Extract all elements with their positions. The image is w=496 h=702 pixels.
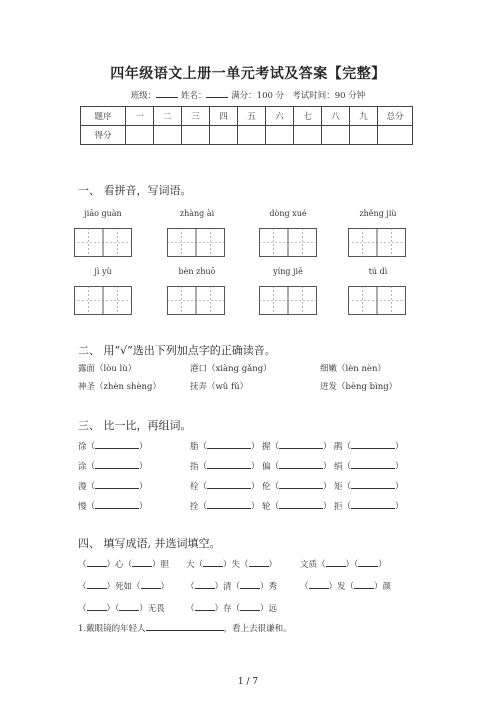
table-cell: 九 <box>350 107 378 126</box>
score-cell[interactable] <box>182 126 210 145</box>
idiom-blank[interactable] <box>132 558 152 567</box>
idiom-text: （ <box>186 582 195 592</box>
word-blank[interactable]: （ ） <box>270 502 332 512</box>
idiom-row <box>78 580 169 592</box>
idiom-blank[interactable] <box>141 580 161 589</box>
compare-item <box>190 500 260 512</box>
table-cell: 三 <box>182 107 210 126</box>
idiom-row <box>300 580 391 592</box>
idiom-row <box>78 558 169 570</box>
idiom-text: ）死如（ <box>106 582 141 592</box>
compare-item <box>190 440 260 452</box>
tianzige-grid-icon <box>167 286 225 315</box>
idiom-text: ）胆 <box>152 560 170 570</box>
idiom-text: （ <box>300 582 309 592</box>
table-cell: 题序 <box>81 107 126 126</box>
pinyin-label: bèn zhuō <box>178 267 216 276</box>
score-table-header <box>81 107 413 126</box>
score-cell[interactable] <box>322 126 350 145</box>
idiom-text: 文质（ <box>300 560 326 570</box>
pinyin-label: dòng xué <box>269 209 307 218</box>
reading-item <box>78 362 136 374</box>
score-cell[interactable] <box>126 126 154 145</box>
idiom-blank[interactable] <box>354 580 374 589</box>
idiom-text: ）无畏 <box>139 604 165 614</box>
character: 拴 <box>190 502 199 512</box>
pinyin-label: jì yù <box>94 267 112 276</box>
writing-grid[interactable] <box>74 286 132 319</box>
word-blank[interactable]: （ ） <box>270 462 332 472</box>
word-blank[interactable]: （ ） <box>342 442 404 452</box>
compare-item <box>262 460 332 472</box>
fill-question <box>78 622 292 634</box>
writing-grid[interactable] <box>348 286 406 319</box>
table-cell: 一 <box>126 107 154 126</box>
score-cell[interactable] <box>294 126 322 145</box>
word: 神圣 <box>78 382 96 392</box>
character: 慢 <box>78 502 87 512</box>
word-blank[interactable]: （ ） <box>342 462 404 472</box>
word-blank[interactable]: （ ） <box>198 482 260 492</box>
writing-grid[interactable] <box>259 228 317 261</box>
writing-grid[interactable] <box>167 228 225 261</box>
score-cell[interactable] <box>350 126 378 145</box>
reading-options[interactable]: （lòu lù） <box>95 364 137 374</box>
idiom-text: ）失（ <box>223 560 249 570</box>
section-2-title: 二、 用“√”选出下列加点字的正确读音。 <box>78 344 276 357</box>
idiom-blank[interactable] <box>309 580 329 589</box>
character: 拒 <box>334 502 343 512</box>
idiom-text: ）远 <box>260 604 278 614</box>
compare-item <box>334 480 404 492</box>
idiom-row <box>78 602 165 614</box>
idiom-blank[interactable] <box>195 580 215 589</box>
compare-item <box>78 500 148 512</box>
idiom-text: （ <box>78 582 87 592</box>
word-blank[interactable]: （ ） <box>86 502 148 512</box>
class-blank <box>156 89 178 98</box>
question-text: 1.戴眼镜的年轻人 <box>78 624 146 634</box>
name-blank <box>206 89 228 98</box>
character: 伦 <box>262 482 271 492</box>
question-text: ，看上去很谦和。 <box>223 624 292 634</box>
idiom-text: ）（ <box>345 560 359 570</box>
answer-blank[interactable] <box>146 622 224 631</box>
table-cell: 总分 <box>378 107 413 126</box>
reading-item <box>78 380 161 392</box>
tianzige-grid-icon <box>74 228 132 257</box>
reading-item <box>320 380 397 392</box>
table-cell: 二 <box>154 107 182 126</box>
idiom-text: ）发（ <box>328 582 355 592</box>
idiom-blank[interactable] <box>87 558 107 567</box>
character: 鹃 <box>334 442 343 452</box>
word-blank[interactable]: （ ） <box>86 442 148 452</box>
tianzige-grid-icon <box>259 228 317 257</box>
compare-item <box>190 480 260 492</box>
tianzige-grid-icon <box>259 286 317 315</box>
idiom-text: 大（ <box>186 560 204 570</box>
compare-item <box>334 500 404 512</box>
reading-item <box>190 380 248 392</box>
idiom-blank[interactable] <box>240 580 260 589</box>
idiom-blank[interactable] <box>87 580 107 589</box>
idiom-text: ）清（ <box>214 582 241 592</box>
word: 抚弄 <box>190 382 208 392</box>
character: 徐 <box>78 442 87 452</box>
idiom-row <box>186 602 277 614</box>
section-4-title: 四、 填写成语, 并选词填空。 <box>78 537 221 550</box>
score-table <box>80 106 413 145</box>
character: 偏 <box>262 462 271 472</box>
score-cell[interactable] <box>378 126 413 145</box>
word-blank[interactable]: （ ） <box>86 482 148 492</box>
table-cell: 七 <box>294 107 322 126</box>
idiom-text: ） <box>378 560 387 570</box>
idiom-row <box>186 558 277 570</box>
section-3-title: 三、 比一比，再组词。 <box>78 419 192 432</box>
exam-time: 考试时间：90 分钟 <box>292 91 366 101</box>
word: 迸发 <box>320 382 338 392</box>
reading-options[interactable]: （xiàng gǎng） <box>207 364 272 374</box>
compare-item <box>78 440 148 452</box>
compare-item <box>78 460 148 472</box>
idiom-text: ） <box>160 582 170 592</box>
character: 漫 <box>78 482 87 492</box>
full-score: 满分：100 分 <box>231 91 285 101</box>
reading-options[interactable]: （lèn nèn） <box>337 364 386 374</box>
idiom-text: （ <box>186 604 195 614</box>
word: 细嫩 <box>320 364 338 374</box>
compare-item <box>262 500 332 512</box>
compare-item <box>334 460 404 472</box>
compare-item <box>262 440 332 452</box>
reading-options[interactable]: （wǔ fǔ） <box>207 382 249 392</box>
table-cell: 四 <box>210 107 238 126</box>
score-cell[interactable] <box>154 126 182 145</box>
character: 指 <box>190 462 199 472</box>
word-blank[interactable]: （ ） <box>198 502 260 512</box>
pinyin-label: zhàng ài <box>179 209 215 218</box>
compare-item <box>262 480 332 492</box>
pinyin-label: jiāo guàn <box>84 209 122 218</box>
word-blank[interactable]: （ ） <box>198 462 260 472</box>
reading-item <box>320 362 386 374</box>
word-blank[interactable]: （ ） <box>342 502 404 512</box>
idiom-text: ）颜 <box>374 582 392 592</box>
compare-item <box>334 440 404 452</box>
table-cell: 六 <box>266 107 294 126</box>
tianzige-grid-icon <box>348 286 406 315</box>
idiom-text: ）存（ <box>214 604 241 614</box>
pinyin-label: tú dì <box>368 267 388 276</box>
idiom-blank[interactable] <box>240 602 260 611</box>
idiom-blank[interactable] <box>358 558 378 567</box>
character: 轮 <box>262 502 271 512</box>
idiom-row <box>300 558 387 570</box>
reading-item <box>190 362 272 374</box>
idiom-blank[interactable] <box>119 602 139 611</box>
idiom-blank[interactable] <box>249 558 269 567</box>
tianzige-grid-icon <box>74 286 132 315</box>
idiom-text: ）心（ <box>106 560 133 570</box>
score-cell[interactable] <box>238 126 266 145</box>
exam-info <box>0 89 496 101</box>
pinyin-label: yíng jiē <box>273 267 303 276</box>
idiom-blank[interactable] <box>87 602 107 611</box>
writing-grid[interactable] <box>259 286 317 319</box>
character: 涂 <box>78 462 87 472</box>
name-label: 姓名： <box>180 91 207 101</box>
document-title: 四年级语文上册一单元考试及答案【完整】 <box>110 66 386 82</box>
character: 脂 <box>190 442 199 452</box>
table-cell: 八 <box>322 107 350 126</box>
word-blank[interactable]: （ ） <box>198 442 260 452</box>
word-blank[interactable]: （ ） <box>270 482 332 492</box>
idiom-blank[interactable] <box>195 602 215 611</box>
section-1-title: 一、 看拼音，写词语。 <box>78 184 192 197</box>
idiom-text: ）（ <box>106 604 120 614</box>
word-blank[interactable]: （ ） <box>342 482 404 492</box>
table-cell: 五 <box>238 107 266 126</box>
score-cell[interactable] <box>266 126 294 145</box>
idiom-blank[interactable] <box>326 558 346 567</box>
tianzige-grid-icon <box>167 228 225 257</box>
compare-item <box>190 460 260 472</box>
idiom-row <box>186 580 277 592</box>
reading-options[interactable]: （bèng bìng） <box>337 382 398 392</box>
idiom-text: ） <box>268 560 278 570</box>
character: 握 <box>262 442 271 452</box>
writing-grid[interactable] <box>74 228 132 261</box>
page-number: 1 / 7 <box>237 677 259 687</box>
writing-grid[interactable] <box>348 228 406 261</box>
word-blank[interactable]: （ ） <box>270 442 332 452</box>
score-table-row <box>81 126 413 145</box>
score-cell[interactable] <box>210 126 238 145</box>
compare-item <box>78 480 148 492</box>
pinyin-label: zhěng jiù <box>359 209 397 218</box>
word: 港口 <box>190 364 208 374</box>
character: 栓 <box>190 482 199 492</box>
idiom-text: （ <box>78 604 87 614</box>
idiom-text: ）秀 <box>260 582 278 592</box>
tianzige-grid-icon <box>348 228 406 257</box>
class-label: 班级： <box>130 91 157 101</box>
reading-options[interactable]: （zhèn shèng） <box>95 382 161 392</box>
character: 矩 <box>334 482 343 492</box>
table-cell: 得分 <box>81 126 126 145</box>
writing-grid[interactable] <box>167 286 225 319</box>
word-blank[interactable]: （ ） <box>86 462 148 472</box>
character: 绢 <box>334 462 343 472</box>
idiom-text: （ <box>78 560 87 570</box>
idiom-blank[interactable] <box>203 558 223 567</box>
word: 露面 <box>78 364 96 374</box>
